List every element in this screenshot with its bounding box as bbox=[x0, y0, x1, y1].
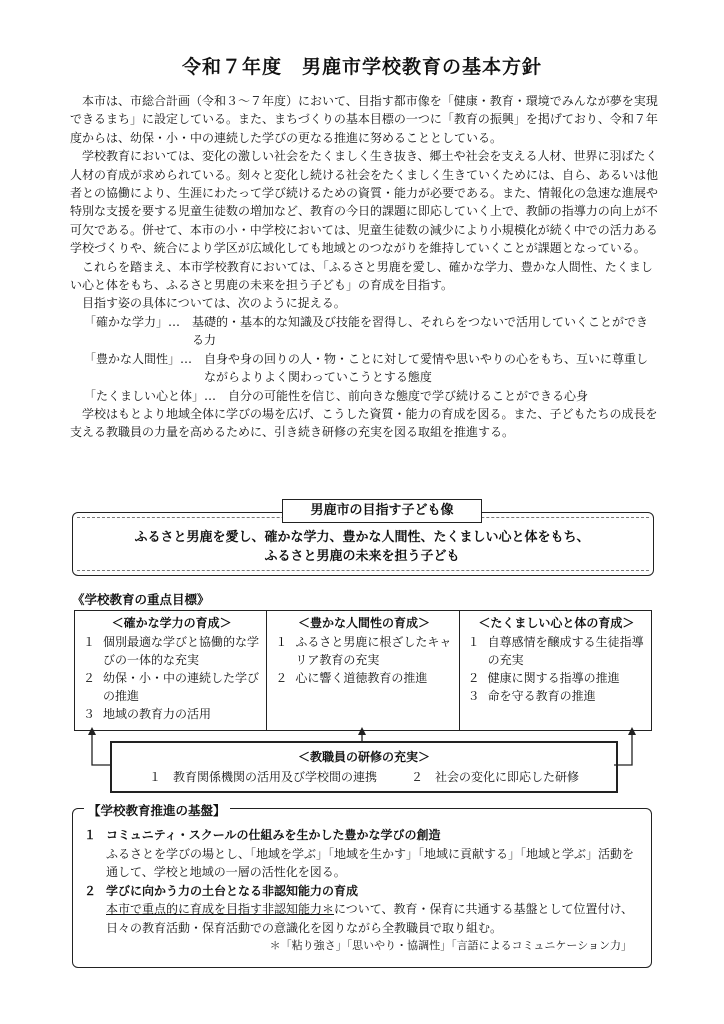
intro-paragraph: 本市は、市総合計画（令和３～７年度）において、目指す都市像を「健康・教育・環境でみんなが夢を実現できるまち」に設定している。また、まちづくりの基本目標の一つに「教育の振興」を掲げており、令和７年度からは、幼保・小・中の連続した学びの更なる推進に努めることとしている。 bbox=[70, 94, 658, 145]
intro-paragraph: 学校教育においては、変化の激しい社会をたくましく生き抜き、郷土や社会を支える人材、世界に羽ばたく人材の育成が求められている。刻々と変化し続ける社会をたくましく生きていくためには、自ら、あるいは他者との協働により、生涯にわたって学び続けるための資質・能力が必要である。また、情報化の急速な進展や特別な支援を要する児童生徒数の増加など、教育の今日的課題に即応していく上で、教師の指導力の向上が不可欠である。併せて、本市の小・中学校においては、児童生徒数の減少により小規模化が続く中での活力ある学校づくりや、統合により学区が広域化しても地域とのつながりを維持していくことが課題となっている。 bbox=[70, 149, 659, 256]
foundation-item-title: ２ 学びに向かう力の土台となる非認知能力の育成 bbox=[84, 883, 359, 898]
training-box bbox=[110, 741, 618, 793]
page-title: 令和７年度 男鹿市学校教育の基本方針 bbox=[181, 56, 542, 78]
definition-mind-body: 「たくましい心と体」… 自分の可能性を信じ、前向きな態度で学び続けることができる心身 bbox=[84, 388, 589, 403]
foundation-item-body: 本市で重点的に育成を目指す非認知能力＊について、教育・保育に共通する基盤として位置付け、日々の教育活動・保育活動での意識化を図りながら全教職員で取り組む。 bbox=[106, 902, 634, 935]
list-item: ２ 心に響く道徳教育の推進 bbox=[275, 671, 428, 685]
intro-paragraph: これらを踏まえ、本市学校教育においては、「ふるさと男鹿を愛し、確かな学力、豊かな人間性、たくましい心と体をもち、ふるさと男鹿の未来を担う子ども」の育成を目指す。 bbox=[70, 259, 653, 293]
list-item: １ 個別最適な学びと協働的な学びの一体的な充実 bbox=[83, 635, 260, 667]
foundation-item-body: ふるさとを学びの場とし、「地域を学ぶ」「地域を生かす」「地域に貢献する」「地域と学ぶ」活動を通して、学校と地域の一層の活性化を図る。 bbox=[106, 846, 635, 879]
foundation-label: 【学校教育推進の基盤】 bbox=[84, 801, 230, 819]
list-item: ２ 幼保・小・中の連続した学びの推進 bbox=[83, 671, 260, 703]
intro-paragraph: 目指す姿の具体については、次のように捉える。 bbox=[82, 296, 346, 311]
foundation-text bbox=[84, 826, 642, 956]
training-heading: ＜教職員の研修の充実＞ bbox=[297, 750, 430, 764]
goal-heading: ＜豊かな人間性の育成＞ bbox=[297, 616, 430, 630]
list-item: １ ふるさと男鹿に根ざしたキャリア教育の充実 bbox=[275, 635, 452, 667]
child-image-line: ふるさと男鹿の未来を担う子ども bbox=[264, 549, 460, 564]
list-item: ３ 地域の教育力の活用 bbox=[83, 707, 212, 721]
list-item: １ 教育関係機関の活用及び学校間の連携 bbox=[148, 770, 377, 784]
goals-heading: 《学校教育の重点目標》 bbox=[72, 592, 210, 607]
definition-academic: 「確かな学力」… 基礎的・基本的な知識及び技能を習得し、それらをつないで活用していくことができる力 bbox=[84, 314, 649, 348]
definition-humanity: 「豊かな人間性」… 自身や身の回りの人・物・ことに対して愛情や思いやりの心をもち、互いに尊重しながらよりよく関わっていこうとする態度 bbox=[84, 351, 649, 385]
footnote: ＊「粘り強さ」「思いやり・協調性」「言語によるコミュニケーション力」 bbox=[269, 939, 632, 952]
closing-paragraph: 学校はもとより地域全体に学びの場を広げ、こうした資質・能力の育成を図る。また、子どもたちの成長を支える教職員の力量を高めるために、引き続き研修の充実を図る取組を推進する。 bbox=[70, 406, 658, 440]
goal-heading: ＜確かな学力の育成＞ bbox=[111, 616, 232, 630]
list-item: ２ 健康に関する指導の推進 bbox=[467, 671, 620, 685]
foundation-item-title: １ コミュニティ・スクールの仕組みを生かした豊かな学びの創造 bbox=[84, 828, 441, 842]
child-image-line: ふるさと男鹿を愛し、確かな学力、豊かな人間性、たくましい心と体をもち、 bbox=[134, 530, 590, 545]
list-item: １ 自尊感情を醸成する生徒指導の充実 bbox=[467, 635, 644, 667]
goal-heading: ＜たくましい心と体の育成＞ bbox=[478, 616, 635, 630]
list-item: ２ 社会の変化に即応した研修 bbox=[411, 770, 580, 784]
list-item: ３ 命を守る教育の推進 bbox=[467, 689, 596, 703]
child-image-label: 男鹿市の目指す子ども像 bbox=[282, 499, 482, 523]
